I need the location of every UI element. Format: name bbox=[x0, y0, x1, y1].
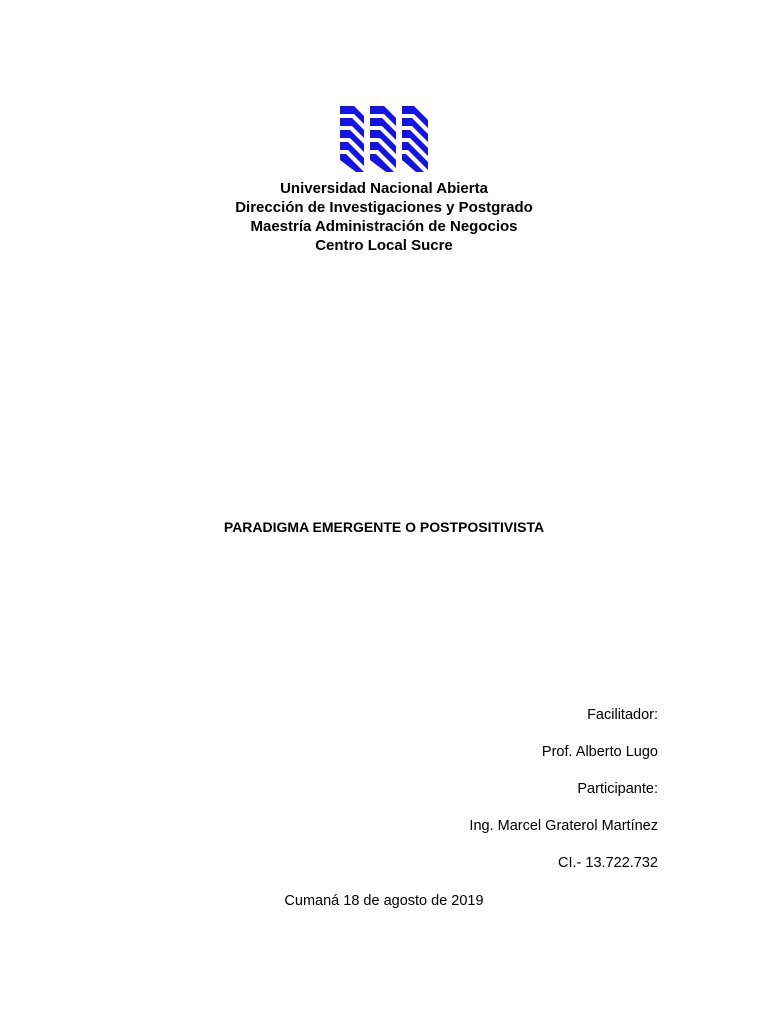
department-name: Dirección de Investigaciones y Postgrado bbox=[235, 199, 533, 216]
participant-label: Participante: bbox=[577, 781, 658, 797]
participant-id: CI.- 13.722.732 bbox=[558, 855, 658, 871]
document-date: Cumaná 18 de agosto de 2019 bbox=[284, 893, 484, 909]
credits-block bbox=[469, 706, 658, 891]
university-name: Universidad Nacional Abierta bbox=[280, 180, 488, 197]
participant-name: Ing. Marcel Graterol Martínez bbox=[469, 818, 658, 834]
document-title: PARADIGMA EMERGENTE O POSTPOSITIVISTA bbox=[223, 519, 545, 535]
local-center-name: Centro Local Sucre bbox=[315, 237, 453, 254]
facilitator-name: Prof. Alberto Lugo bbox=[541, 744, 658, 760]
program-name: Maestría Administración de Negocios bbox=[250, 218, 518, 235]
institution-header bbox=[0, 179, 768, 255]
facilitator-label: Facilitador: bbox=[587, 707, 658, 723]
una-logo-icon bbox=[338, 104, 430, 176]
